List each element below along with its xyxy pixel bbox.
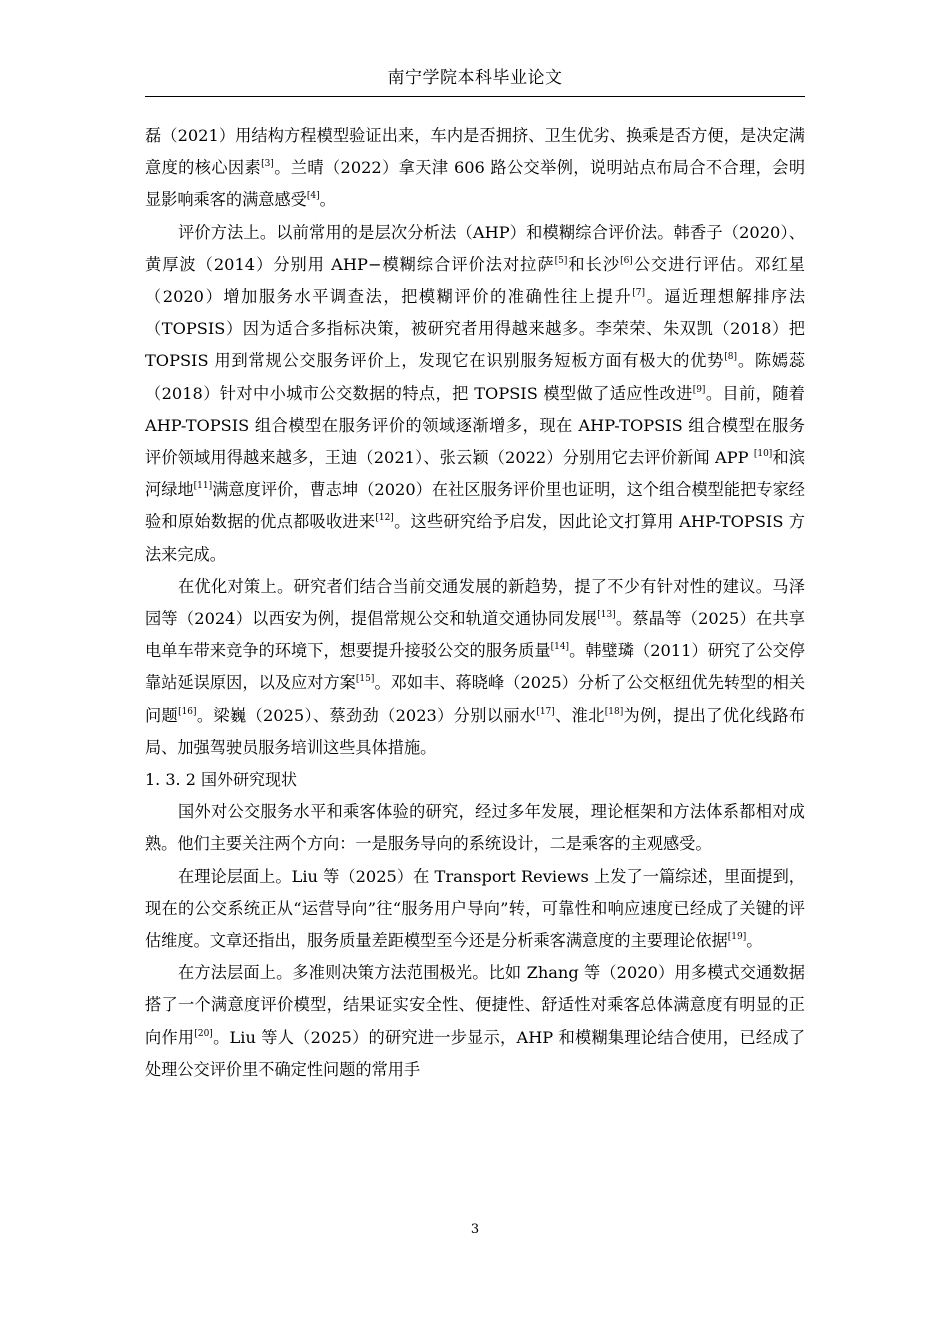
page-number: 3: [470, 1222, 480, 1237]
citation-ref: [5]: [554, 255, 568, 266]
citation-ref: [3]: [261, 159, 274, 170]
text-run: 。逼近理想解排序法（TOPSIS）因为适合多指标决策，被研究者用得越来越多。李荣荣、朱双凯（2018）把 TOPSIS 用到常规公交服务评价上，发现它在识别服务短板方面有极大的优势: [145, 287, 806, 371]
text-run: 在理论层面上。Liu 等（2025）在 Transport Reviews 上发了一篇综述，里面提到，现在的公交系统正从“运营导向”往“服务用户导向”转，可靠性和响应速度已经成了关键的评估维度。文章还指出，服务质量差距模型至今还是分析乘客满意度的主要理论依据: [145, 866, 805, 951]
paragraph: [145, 120, 805, 217]
text-run: 。目前，随着 AHP-TOPSIS 组合模型在服务评价的领域逐渐增多，现在 AHP-TOPSIS 组合模型在服务评价领域用得越来越多，王迪（2021）、张云颖（2022）分别用它去评价新闻 APP: [145, 383, 805, 468]
paragraph: [145, 796, 805, 860]
text-run: 、淮北: [554, 705, 605, 725]
text-run: 满意度评价，曹志坤（2020）在社区服务评价里也证明，这个组合模型能把专家经验和原始数据的优点都吸收进来: [145, 480, 805, 532]
text-run: 和滨河绿地: [145, 448, 806, 500]
text-run: 。: [746, 931, 763, 951]
section-heading: [145, 764, 805, 796]
text-run: 。这些研究给予启发，因此论文打算用 AHP-TOPSIS 方法来完成。: [145, 512, 805, 564]
text-run: 评价方法上。以前常用的是层次分析法（AHP）和模糊综合评价法。韩香子（2020）、黄厚波（2014）分别用 AHP−模糊综合评价法对拉萨: [145, 222, 805, 274]
text-run: 。韩璧璘（2011）研究了公交停靠站延误原因，以及应对方案: [145, 641, 805, 693]
citation-ref: [6]: [620, 255, 633, 266]
body-text: [145, 120, 805, 1086]
citation-ref: [11]: [193, 481, 213, 492]
text-run: 在方法层面上。多准则决策方法范围极光。比如 Zhang 等（2020）用多模式交通数据搭了一个满意度评价模型，结果证实安全性、便捷性、舒适性对乘客总体满意度有明显的正向作用: [145, 963, 805, 1047]
citation-ref: [13]: [597, 610, 616, 621]
text-run: 。邓如丰、蒋晓峰（2025）分析了公交枢纽优先转型的相关问题: [145, 673, 806, 725]
text-run: 。: [319, 190, 336, 210]
text-run: 公交进行评估。邓红星（2020）增加服务水平调查法，把模糊评价的准确性往上提升: [145, 254, 805, 307]
citation-ref: [7]: [632, 288, 645, 299]
citation-ref: [8]: [724, 352, 738, 363]
text-run: 。兰晴（2022）拿天津 606 路公交举例，说明站点布局合不合理，会明显影响乘客的满意感受: [145, 158, 806, 210]
citation-ref: [15]: [355, 674, 375, 685]
citation-ref: [10]: [753, 449, 773, 460]
paragraph: [145, 957, 805, 1086]
header-title: 南宁学院本科毕业论文: [387, 68, 563, 88]
text-run: 磊（2021）用结构方程模型验证出来，车内是否拥挤、卫生优劣、换乘是否方便，是决定满意度的核心因素: [145, 126, 805, 178]
paragraph: [145, 217, 805, 571]
paragraph: [145, 571, 805, 764]
text-run: 。蔡晶等（2025）在共享电单车带来竞争的环境下，想要提升接驳公交的服务质量: [145, 609, 805, 661]
text-run: 国外对公交服务水平和乘客体验的研究，经过多年发展，理论框架和方法体系都相对成熟。他们主要关注两个方向：一是服务导向的系统设计，二是乘客的主观感受。: [145, 802, 805, 854]
page-header: [145, 60, 805, 97]
text-run: 。陈嫣蕊（2018）针对中小城市公交数据的特点，把 TOPSIS 模型做了适应性改进: [145, 351, 806, 403]
paragraph: [145, 861, 805, 958]
citation-ref: [12]: [375, 513, 394, 524]
citation-ref: [4]: [306, 191, 320, 202]
citation-ref: [9]: [692, 384, 706, 395]
text-run: 1. 3. 2 国外研究现状: [145, 770, 297, 790]
citation-ref: [17]: [536, 706, 555, 717]
citation-ref: [19]: [727, 932, 747, 943]
citation-ref: [18]: [604, 706, 624, 717]
citation-ref: [20]: [194, 1028, 213, 1039]
text-run: 。梁巍（2025）、蔡劲劲（2023）分别以丽水: [196, 705, 537, 725]
citation-ref: [16]: [178, 706, 197, 717]
text-run: 。Liu 等人（2025）的研究进一步显示，AHP 和模糊集理论结合使用，已经成了处理公交评价里不确定性问题的常用手: [145, 1027, 806, 1079]
text-run: 在优化对策上。研究者们结合当前交通发展的新趋势，提了不少有针对性的建议。马泽园等（2024）以西安为例，提倡常规公交和轨道交通协同发展: [145, 576, 805, 629]
text-run: 和长沙: [567, 254, 621, 274]
text-run: 为例，提出了优化线路布局、加强驾驶员服务培训这些具体措施。: [145, 705, 806, 757]
citation-ref: [14]: [550, 642, 570, 653]
